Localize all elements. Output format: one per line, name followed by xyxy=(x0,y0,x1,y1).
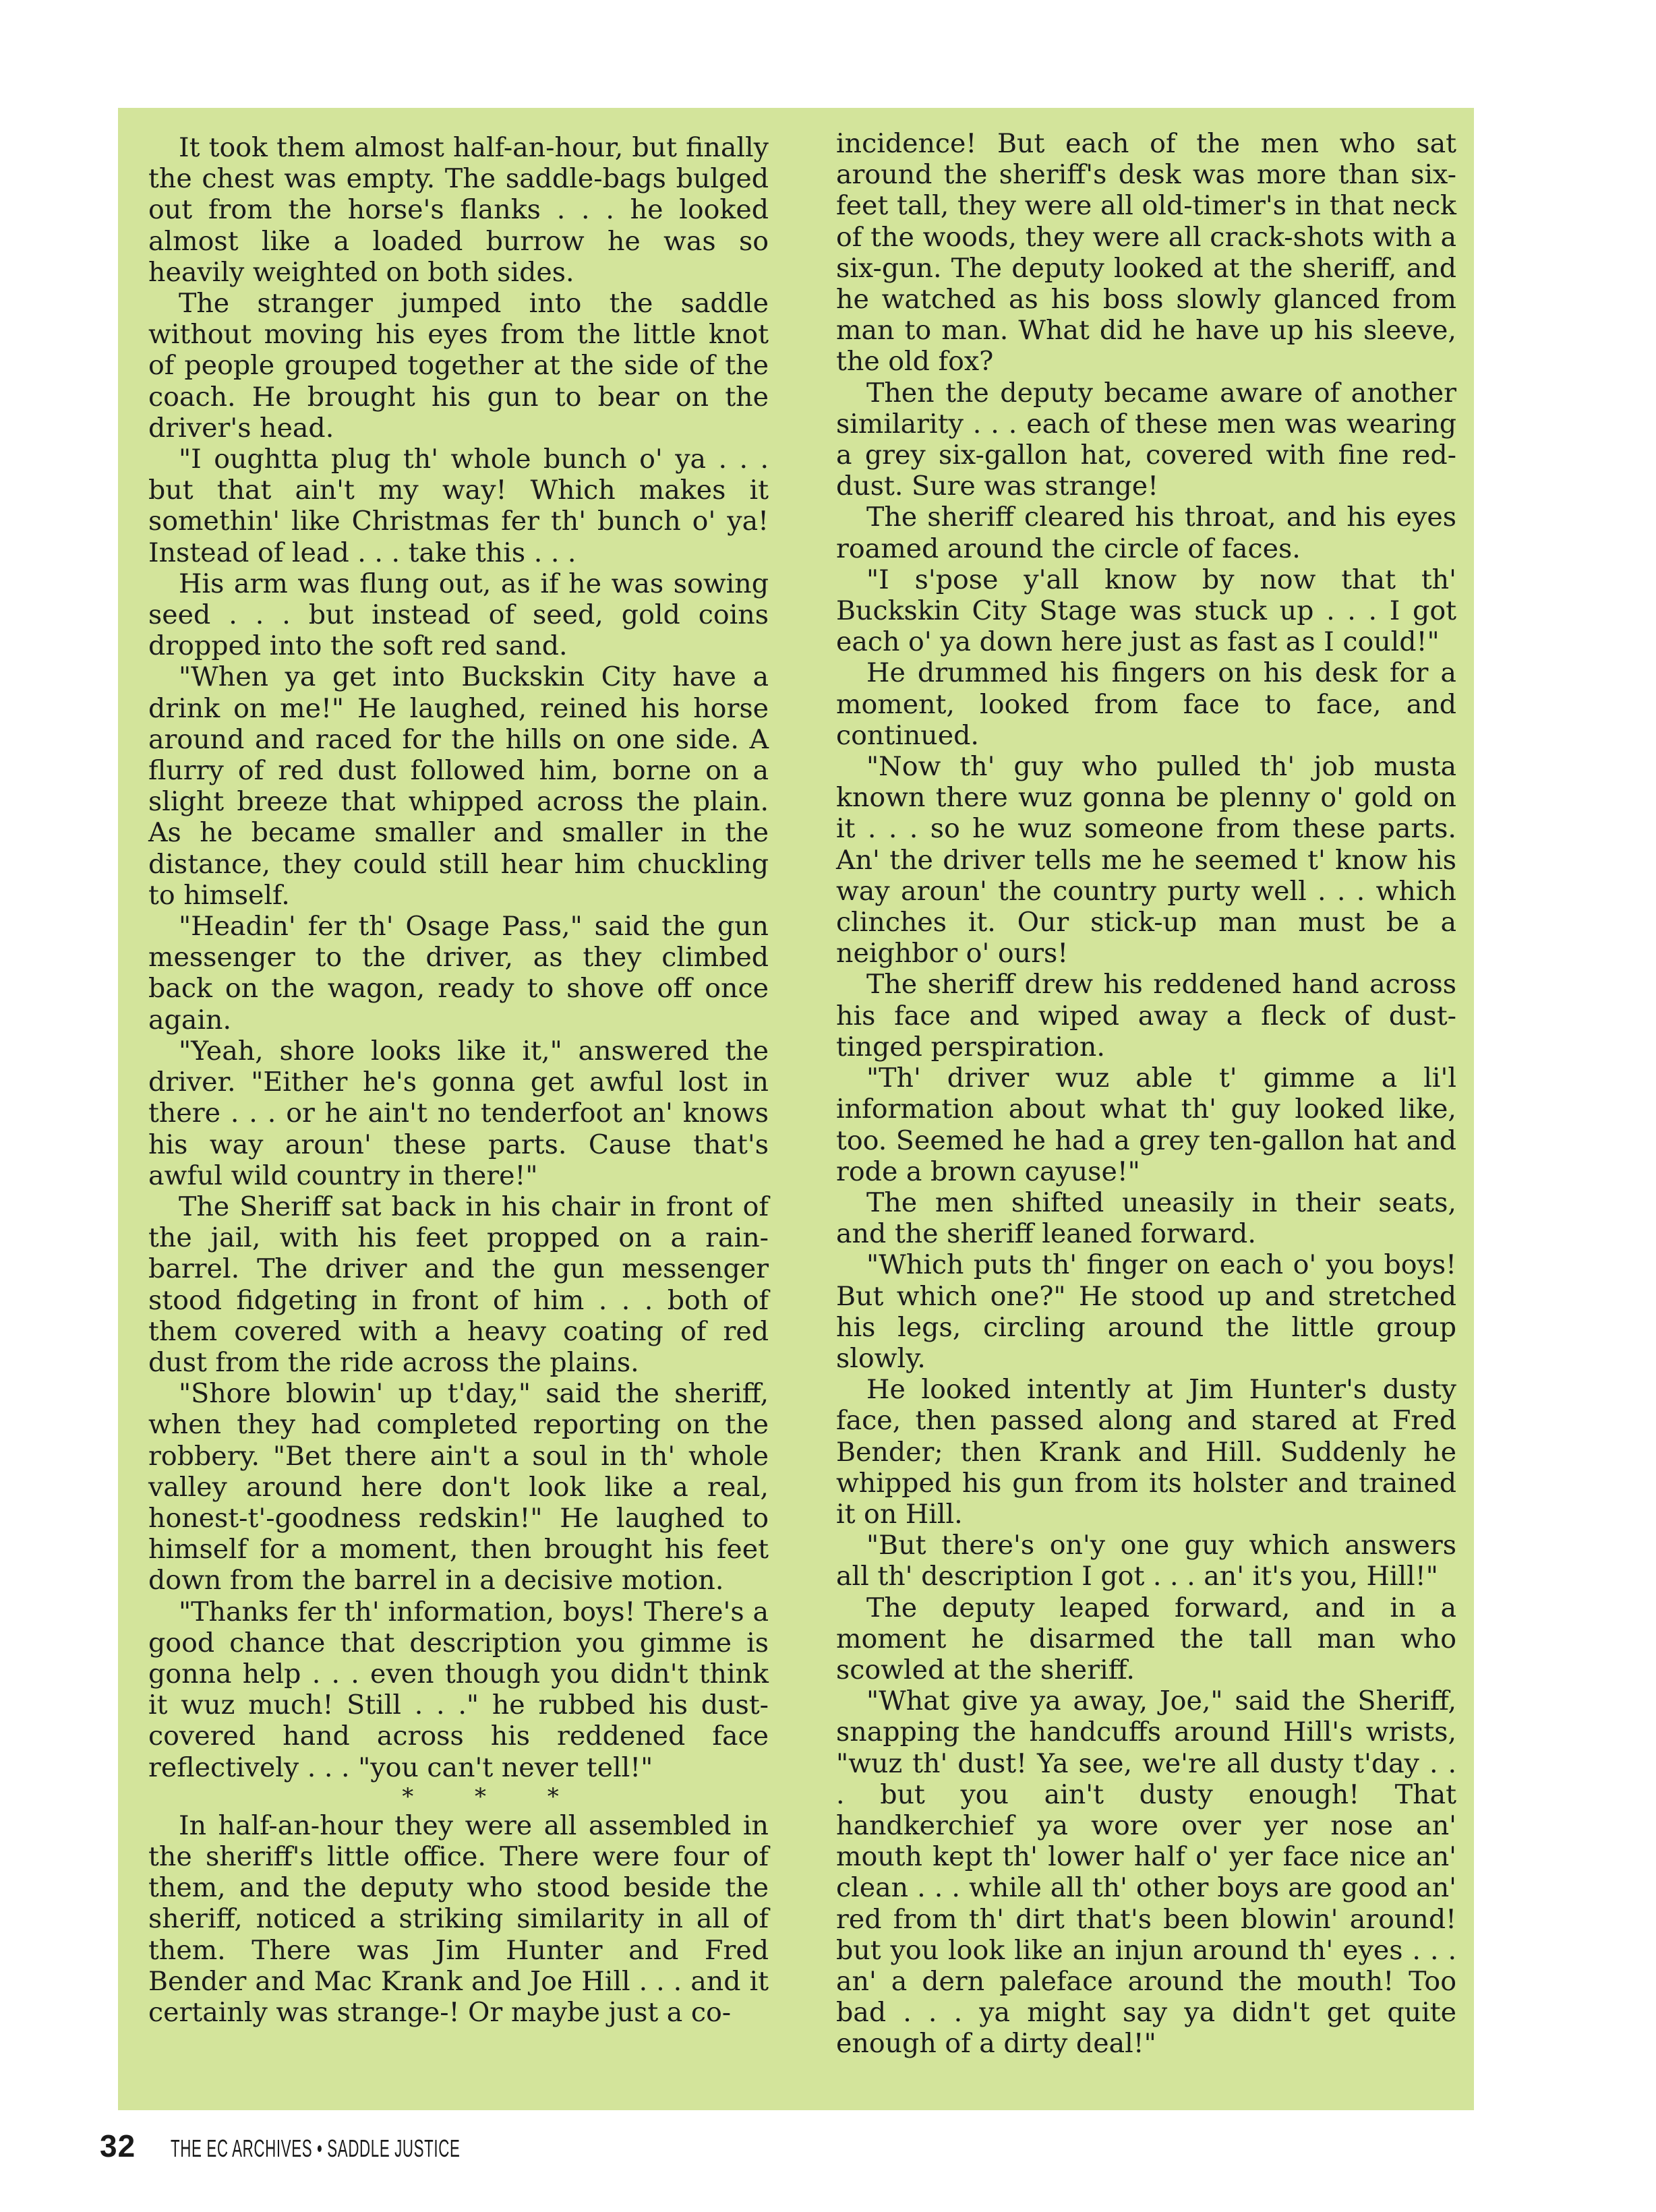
paragraph: The sheriff cleared his throat, and his eyes roamed around the circle of faces. xyxy=(836,502,1456,564)
left-column xyxy=(148,132,769,2028)
paragraph: His arm was flung out, as if he was sowing seed . . . but instead of seed, gold coins dropped into the soft red sand. xyxy=(148,568,769,662)
paragraph: Then the deputy became aware of another similarity . . . each of these men was wearing a grey six-gallon hat, covered with fine red-dust. Sure was strange! xyxy=(836,377,1456,502)
section-separator: * * * xyxy=(402,1783,586,1810)
paragraph: He looked intently at Jim Hunter's dusty face, then passed along and stared at Fred Bender; then Krank and Hill. Suddenly he whipped his gun from its holster and trained it on Hill. xyxy=(836,1374,1456,1530)
paragraph: The sheriff drew his reddened hand across his face and wiped away a fleck of dust-tinged perspiration. xyxy=(836,969,1456,1063)
page-footer xyxy=(100,2128,638,2164)
paragraph: "I oughtta plug th' whole bunch o' ya . . . but that ain't my way! Which makes it somethin' like Christmas fer th' bunch o' ya! Instead of lead . . . take this . . . xyxy=(148,444,769,568)
page-number: 32 xyxy=(100,2128,136,2163)
paragraph: "Shore blowin' up t'day," said the sheriff, when they had completed reporting on the robbery. "Bet there ain't a soul in th' whole valley around here don't look like a real, honest-t'-goodness redskin!" He laughed to himself for a moment, then brought his feet down from the barrel in a decisive motion. xyxy=(148,1378,769,1596)
text-panel xyxy=(118,108,1474,2110)
paragraph: "Thanks fer th' information, boys! There's a good chance that description you gimme is gonna help . . . even though you didn't think it wuz much! Still . . ." he rubbed his dust-covered hand across his reddened face reflectively . . . "you can't never tell!" xyxy=(148,1596,769,1783)
paragraph: "When ya get into Buckskin City have a drink on me!" He laughed, reined his horse around and raced for the hills on one side. A flurry of red dust followed him, borne on a slight breeze that whipped across the plain. As he became smaller and smaller in the distance, they could still hear him chuckling to himself. xyxy=(148,661,769,911)
paragraph: "Which puts th' finger on each o' you boys! But which one?" He stood up and stretched his legs, circling around the little group slowly. xyxy=(836,1249,1456,1374)
paragraph: "Yeah, shore looks like it," answered the driver. "Either he's gonna get awful lost in there . . . or he ain't no tenderfoot an' knows his way aroun' these parts. Cause that's awful wild country in there!" xyxy=(148,1035,769,1191)
paragraph: In half-an-hour they were all assembled in the sheriff's little office. There were four of them, and the deputy who stood beside the sheriff, noticed a striking similarity in all of them. There was Jim Hunter and Fred Bender and Mac Krank and Joe Hill . . . and it certainly was strange-! Or maybe just a co- xyxy=(148,1810,769,2028)
paragraph: "I s'pose y'all know by now that th' Buckskin City Stage was stuck up . . . I got each o' ya down here just as fast as I could!" xyxy=(836,564,1456,658)
paragraph: "Th' driver wuz able t' gimme a li'l information about what th' guy looked like, too. Seemed he had a grey ten-gallon hat and rode a brown cayuse!" xyxy=(836,1063,1456,1187)
paragraph: "But there's on'y one guy which answers all th' description I got . . . an' it's you, Hill!" xyxy=(836,1530,1456,1592)
paragraph: incidence! But each of the men who sat around the sheriff's desk was more than six-feet tall, they were all old-timer's in that neck of the woods, they were all crack-shots with a six-gun. The deputy looked at the sheriff, and he watched as his boss slowly glanced from man to man. What did he have up his sleeve, the old fox? xyxy=(836,128,1456,378)
paragraph: The Sheriff sat back in his chair in front of the jail, with his feet propped on a rain-barrel. The driver and the gun messenger stood fidgeting in front of him . . . both of them covered with a heavy coating of red dust from the ride across the plains. xyxy=(148,1191,769,1378)
paragraph: The stranger jumped into the saddle without moving his eyes from the little knot of people grouped together at the side of the coach. He brought his gun to bear on the driver's head. xyxy=(148,288,769,444)
paragraph: "What give ya away, Joe," said the Sheriff, snapping the handcuffs around Hill's wrists, "wuz th' dust! Ya see, we're all dusty t'day . . . but you ain't dusty enough! That handkerchief ya wore over yer nose an' mouth kept th' lower half o' yer face nice an' clean . . . while all th' other boys are good an' red from th' dirt that's been blowin' around! but you look like an injun around th' eyes . . . an' a dern paleface around the mouth! Too bad . . . ya might say ya didn't get quite enough of a dirty deal!" xyxy=(836,1685,1456,2060)
paragraph: It took them almost half-an-hour, but finally the chest was empty. The saddle-bags bulged out from the horse's flanks . . . he looked almost like a loaded burrow he was so heavily weighted on both sides. xyxy=(148,132,769,288)
paragraph: The deputy leaped forward, and in a moment he disarmed the tall man who scowled at the sheriff. xyxy=(836,1592,1456,1685)
paragraph: He drummed his fingers on his desk for a moment, looked from face to face, and continued. xyxy=(836,657,1456,751)
running-head: THE EC ARCHIVES • SADDLE JUSTICE xyxy=(171,2134,461,2162)
paragraph: "Now th' guy who pulled th' job musta known there wuz gonna be plenny o' gold on it . . . so he wuz someone from these parts. An' the driver tells me he seemed t' know his way aroun' the country purty well . . . which clinches it. Our stick-up man must be a neighbor o' ours! xyxy=(836,751,1456,969)
paragraph: The men shifted uneasily in their seats, and the sheriff leaned forward. xyxy=(836,1187,1456,1250)
paragraph: "Headin' fer th' Osage Pass," said the gun messenger to the driver, as they climbed back on the wagon, ready to shove off once again. xyxy=(148,911,769,1036)
right-column xyxy=(836,128,1456,2060)
